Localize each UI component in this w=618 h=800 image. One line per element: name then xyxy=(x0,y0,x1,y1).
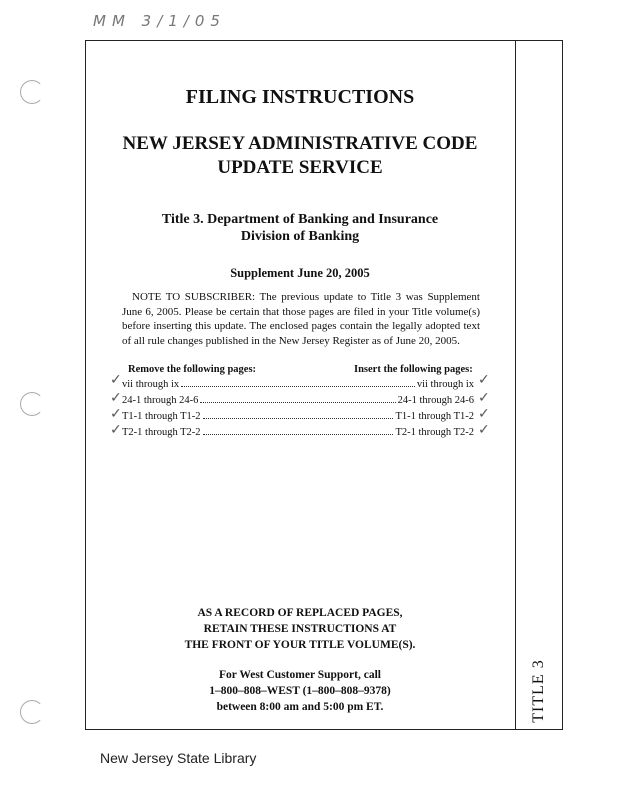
remove-pages: 24-1 through 24-6 xyxy=(122,395,199,406)
title-tab xyxy=(515,40,563,730)
insert-pages: T2-1 through T2-2 xyxy=(395,427,474,438)
dot-leader xyxy=(200,394,395,403)
checkmark-icon: ✓ xyxy=(478,372,490,388)
record-notice xyxy=(85,605,515,653)
record-notice-line2: RETAIN THESE INSTRUCTIONS AT xyxy=(203,623,397,635)
page-title: FILING INSTRUCTIONS xyxy=(185,86,415,108)
title-division: Division of Banking xyxy=(240,229,360,244)
insert-pages: 24-1 through 24-6 xyxy=(397,395,474,406)
support-line2: 1–800–808–WEST (1–800–808–9378) xyxy=(209,685,391,697)
checkmark-icon: ✓ xyxy=(478,422,490,438)
remove-pages: T1-1 through T1-2 xyxy=(122,411,201,422)
checkmark-icon: ✓ xyxy=(110,390,122,406)
record-notice-line3: THE FRONT OF YOUR TITLE VOLUME(S). xyxy=(184,639,416,651)
code-title-line1: NEW JERSEY ADMINISTRATIVE CODE xyxy=(122,133,478,154)
checkmark-icon: ✓ xyxy=(110,372,122,388)
subscriber-note xyxy=(122,290,480,348)
table-row xyxy=(122,426,474,440)
insert-pages: T1-1 through T1-2 xyxy=(395,411,474,422)
checkmark-icon: ✓ xyxy=(110,406,122,422)
subscriber-note-text: NOTE TO SUBSCRIBER: The previous update to Title 3 was Supplement June 6, 2005. Please be certain that those pages are filed in your Title volume(s) before inserting this update. The enclosed pages contain the legally adopted text of all rule changes published in the New Jersey Register as of June 20, 2005. xyxy=(122,291,480,347)
support-notice xyxy=(85,667,515,715)
table-row xyxy=(122,410,474,424)
library-stamp: New Jersey State Library xyxy=(100,750,257,766)
punch-hole-top xyxy=(20,80,44,104)
dot-leader xyxy=(181,378,415,387)
support-line1: For West Customer Support, call xyxy=(219,669,381,681)
table-row xyxy=(122,378,474,392)
handwritten-note: MM 3/1/05 xyxy=(93,12,226,30)
checkmark-icon: ✓ xyxy=(478,390,490,406)
checkmark-icon: ✓ xyxy=(110,422,122,438)
remove-pages: vii through ix xyxy=(122,379,180,390)
title-department: Title 3. Department of Banking and Insurance xyxy=(161,212,439,227)
insert-heading: Insert the following pages: xyxy=(354,364,473,375)
checkmark-icon: ✓ xyxy=(478,406,490,422)
remove-heading: Remove the following pages: xyxy=(128,364,257,375)
punch-hole-middle xyxy=(20,392,44,416)
dot-leader xyxy=(203,410,394,419)
supplement-date: Supplement June 20, 2005 xyxy=(230,266,370,280)
support-line3: between 8:00 am and 5:00 pm ET. xyxy=(216,701,384,713)
dot-leader xyxy=(203,426,394,435)
code-title-line2: UPDATE SERVICE xyxy=(217,157,383,178)
record-notice-line1: AS A RECORD OF REPLACED PAGES, xyxy=(197,607,403,619)
tab-label: TITLE 3 xyxy=(530,659,547,723)
insert-pages: vii through ix xyxy=(416,379,474,390)
table-row xyxy=(122,394,474,408)
punch-hole-bottom xyxy=(20,700,44,724)
remove-pages: T2-1 through T2-2 xyxy=(122,427,201,438)
